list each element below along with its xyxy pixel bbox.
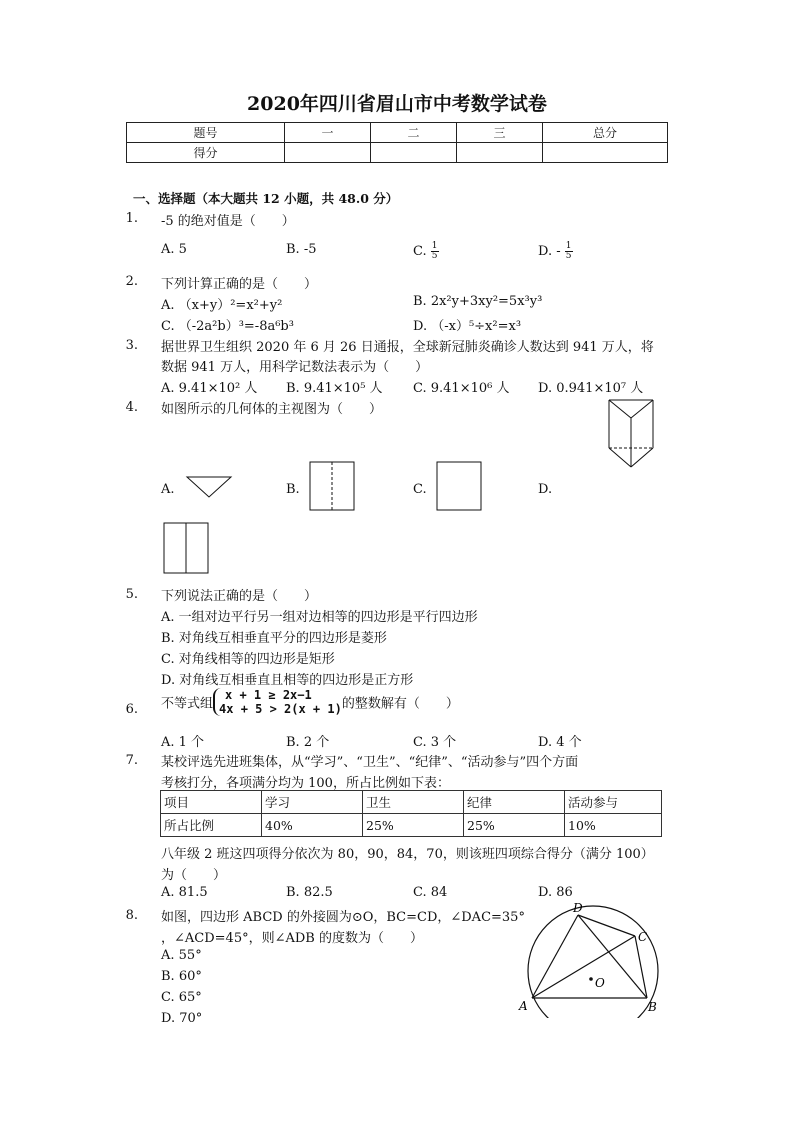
option-c: C. (413, 482, 427, 497)
option-c: C. 65° (161, 990, 202, 1005)
section-heading: 一、选择题（本大题共 12 小题，共 48.0 分） (133, 191, 399, 206)
question-number: 2. (125, 274, 138, 289)
question-text: 为（ ） (161, 868, 227, 883)
question-number: 7. (125, 753, 138, 768)
option-a: A. 55° (161, 948, 202, 963)
inequality-system (213, 688, 342, 716)
option-d-rectangle-solid-line-figure (163, 522, 209, 574)
page-title: 2020年四川省眉山市中考数学试卷 (247, 93, 547, 115)
fraction-numerator: 1 (431, 241, 438, 251)
point-label-a: A (519, 999, 528, 1013)
score-table (126, 122, 668, 163)
option-b-rectangle-dashed-figure (309, 461, 355, 511)
option-a-triangle-figure (185, 475, 235, 499)
ratio-header-cell: 卫生 (363, 791, 464, 814)
question-number: 6. (125, 702, 138, 717)
question-text: -5 的绝对值是（ ） (161, 214, 295, 229)
ratio-cell: 25% (464, 814, 565, 837)
score-header-cell: 三 (457, 123, 543, 143)
score-header-cell: 二 (371, 123, 457, 143)
option-c: C. 对角线相等的四边形是矩形 (161, 652, 335, 667)
score-cell (543, 143, 668, 163)
option-b: B. (286, 482, 300, 497)
option-c: C. 84 (413, 885, 448, 900)
option-b: B. 82.5 (286, 885, 333, 900)
option-b: B. -5 (286, 242, 317, 257)
ratio-cell: 所占比例 (161, 814, 262, 837)
ratio-cell: 25% (363, 814, 464, 837)
question-text: 如图，四边形 ABCD 的外接圆为⊙O，BC=CD，∠DAC=35° (161, 910, 525, 925)
option-b: B. 2 个 (286, 735, 330, 750)
option-c (413, 242, 439, 261)
option-b: B. 对角线互相垂直平分的四边形是菱形 (161, 631, 387, 646)
question-text (161, 688, 459, 716)
question-number: 5. (125, 587, 138, 602)
option-c-label: C. (413, 244, 427, 259)
point-label-b: B (648, 1000, 657, 1014)
option-d-label: D. - (538, 244, 561, 259)
triangular-prism-figure (606, 398, 656, 470)
option-d: D. 86 (538, 885, 573, 900)
score-cell (285, 143, 371, 163)
inequality-line: 4x + 5 > 2(x + 1) (219, 702, 342, 716)
score-row-label: 得分 (127, 143, 285, 163)
option-c: C. 9.41×10⁶ 人 (413, 381, 510, 396)
question-text: ，∠ACD=45°，则∠ADB 的度数为（ ） (161, 931, 423, 946)
ratio-cell: 40% (262, 814, 363, 837)
option-b: B. 9.41×10⁵ 人 (286, 381, 383, 396)
ratio-header-cell: 学习 (262, 791, 363, 814)
question-number: 4. (125, 400, 138, 415)
question-prefix: 不等式组 (161, 696, 214, 712)
ratio-table (160, 790, 662, 837)
question-text: 某校评选先进班集体，从“学习”、“卫生”、“纪律”、“活动参与”四个方面 (161, 755, 579, 770)
option-b: B. 2x²y+3xy²=5x³y³ (413, 294, 543, 309)
option-d: D. （-x）⁵÷x²=x³ (413, 319, 522, 334)
option-a: A. 81.5 (161, 885, 208, 900)
ratio-header-cell: 活动参与 (565, 791, 662, 814)
question-text: 数据 941 万人，用科学记数法表示为（ ） (161, 360, 429, 375)
question-text: 据世界卫生组织 2020 年 6 月 26 日通报，全球新冠肺炎确诊人数达到 941 万人，将 (161, 340, 654, 355)
score-cell (371, 143, 457, 163)
circle-quadrilateral-figure (510, 898, 670, 1018)
option-d: D. 70° (161, 1011, 203, 1026)
option-d: D. 0.941×10⁷ 人 (538, 381, 644, 396)
question-text: 考核打分，各项满分均为 100，所占比例如下表： (161, 776, 450, 791)
fraction-denominator: 5 (565, 251, 572, 261)
ratio-header-cell: 纪律 (464, 791, 565, 814)
point-label-c: C (638, 930, 648, 944)
option-a: A. 1 个 (161, 735, 205, 750)
question-text: 如图所示的几何体的主视图为（ ） (161, 402, 383, 417)
option-a: A. (161, 482, 175, 497)
question-number: 3. (125, 338, 138, 353)
option-a: A. （x+y）²=x²+y² (161, 298, 283, 313)
score-cell (457, 143, 543, 163)
option-d: D. (538, 482, 553, 497)
fraction (565, 242, 573, 261)
score-header-cell: 一 (285, 123, 371, 143)
question-text: 下列说法正确的是（ ） (161, 589, 318, 604)
option-a: A. 5 (161, 242, 187, 257)
ratio-cell: 10% (565, 814, 662, 837)
option-d: D. 4 个 (538, 735, 582, 750)
score-header-cell: 总分 (543, 123, 668, 143)
fraction-numerator: 1 (565, 241, 572, 251)
option-d: D. 对角线互相垂直且相等的四边形是正方形 (161, 673, 414, 688)
question-number: 8. (125, 908, 138, 923)
score-header-cell: 题号 (127, 123, 285, 143)
option-b: B. 60° (161, 969, 202, 984)
option-c-rectangle-figure (436, 461, 482, 511)
option-c: C. （-2a²b）³=-8a⁶b³ (161, 319, 294, 334)
question-number: 1. (125, 211, 138, 226)
fraction-denominator: 5 (431, 251, 438, 261)
question-text: 下列计算正确的是（ ） (161, 277, 318, 292)
option-d (538, 242, 573, 261)
ratio-header-cell: 项目 (161, 791, 262, 814)
fraction (431, 242, 439, 261)
question-text: 八年级 2 班这四项得分依次为 80，90，84，70，则该班四项综合得分（满分 100） (161, 847, 654, 862)
option-c: C. 3 个 (413, 735, 457, 750)
question-suffix: 的整数解有（ ） (341, 696, 459, 712)
center-label-o: O (595, 976, 605, 990)
point-label-d: D (573, 901, 583, 915)
option-a: A. 一组对边平行另一组对边相等的四边形是平行四边形 (161, 610, 478, 625)
inequality-line: x + 1 ≥ 2x−1 (225, 688, 312, 702)
option-a: A. 9.41×10² 人 (161, 381, 258, 396)
